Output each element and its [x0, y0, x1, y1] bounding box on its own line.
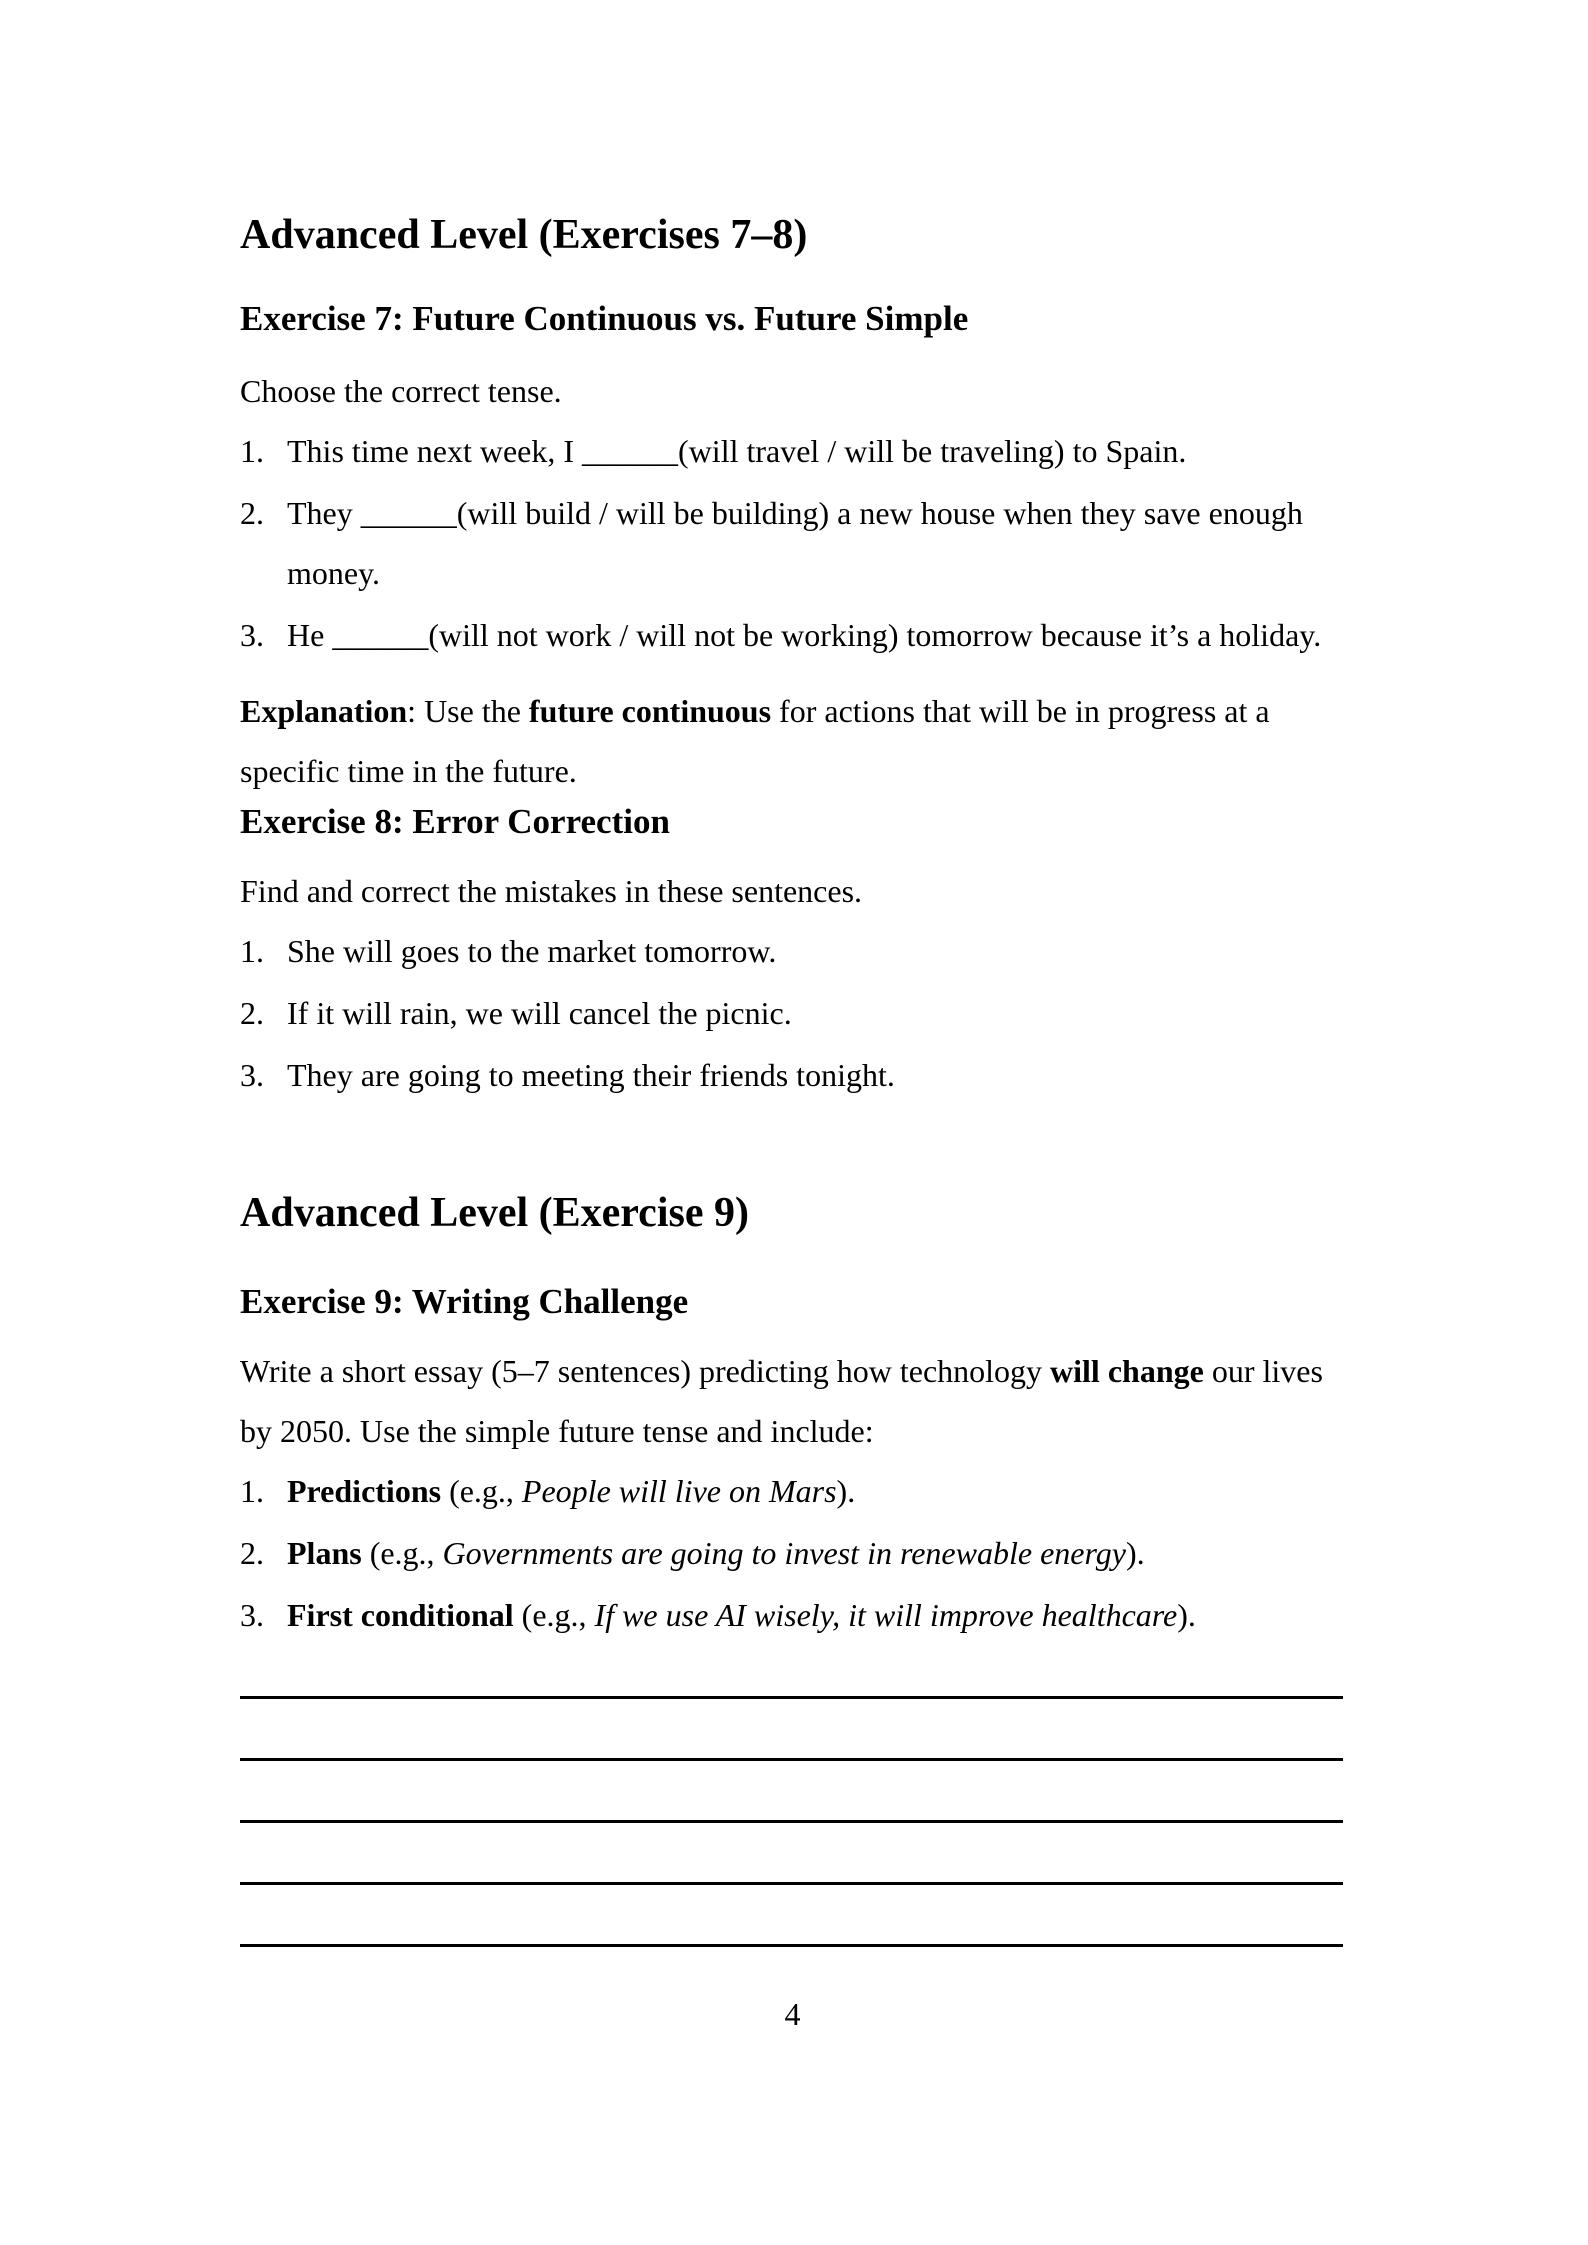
item-text: He ______(will not work / will not be working) tomorrow because it’s a holiday. [287, 617, 1322, 653]
writing-line [240, 1882, 1343, 1885]
section-heading-exercise-9: Advanced Level (Exercise 9) [240, 1190, 749, 1236]
section-heading-exercises-7-8: Advanced Level (Exercises 7–8) [240, 212, 808, 258]
exercise7-list [240, 421, 1345, 665]
list-item [240, 1461, 1345, 1521]
item-number: 3. [240, 1597, 264, 1633]
item-number: 3. [240, 617, 264, 653]
list-item [240, 921, 1345, 981]
exercise8-title: Exercise 8: Error Correction [240, 802, 670, 841]
exercise8-list [240, 921, 1345, 1105]
exercise7-explanation: Explanation: Use the future continuous for actions that will be in progress at a specific time in the future. [240, 693, 1270, 789]
exercise7-title: Exercise 7: Future Continuous vs. Future Simple [240, 299, 969, 338]
list-item [240, 1523, 1345, 1583]
item-text: She will goes to the market tomorrow. [287, 933, 777, 969]
item-number: 3. [240, 1057, 264, 1093]
item-text: They ______(will build / will be building) a new house when they save enough money. [287, 495, 1303, 591]
exercise8-instruction: Find and correct the mistakes in these sentences. [240, 873, 863, 909]
list-item [240, 421, 1345, 481]
list-item [240, 605, 1345, 665]
item-number: 1. [240, 933, 264, 969]
writing-line [240, 1820, 1343, 1823]
item-text: This time next week, I ______(will travel / will be traveling) to Spain. [287, 433, 1187, 469]
list-item [240, 1585, 1345, 1645]
item-text: First conditional (e.g., If we use AI wisely, it will improve healthcare). [287, 1597, 1196, 1633]
item-number: 2. [240, 1535, 264, 1571]
writing-line [240, 1696, 1343, 1699]
essay-writing-lines [240, 1696, 1345, 1947]
page-number: 4 [784, 1996, 801, 2032]
exercise9-list [240, 1461, 1345, 1645]
item-text: If it will rain, we will cancel the picnic. [287, 995, 792, 1031]
exercise9-intro: Write a short essay (5–7 sentences) predicting how technology will change our lives by 2050. Use the simple future tense and include: [240, 1353, 1323, 1449]
item-number: 2. [240, 495, 264, 531]
exercise9-title: Exercise 9: Writing Challenge [240, 1282, 689, 1321]
list-item [240, 983, 1345, 1043]
item-text: Predictions (e.g., People will live on Mars). [287, 1473, 856, 1509]
item-text: Plans (e.g., Governments are going to invest in renewable energy). [287, 1535, 1145, 1571]
list-item [240, 1045, 1345, 1105]
item-number: 2. [240, 995, 264, 1031]
item-text: They are going to meeting their friends tonight. [287, 1057, 895, 1093]
writing-line [240, 1944, 1343, 1947]
item-number: 1. [240, 1473, 264, 1509]
exercise7-instruction: Choose the correct tense. [240, 373, 562, 409]
item-number: 1. [240, 433, 264, 469]
writing-line [240, 1758, 1343, 1761]
list-item [240, 483, 1345, 603]
